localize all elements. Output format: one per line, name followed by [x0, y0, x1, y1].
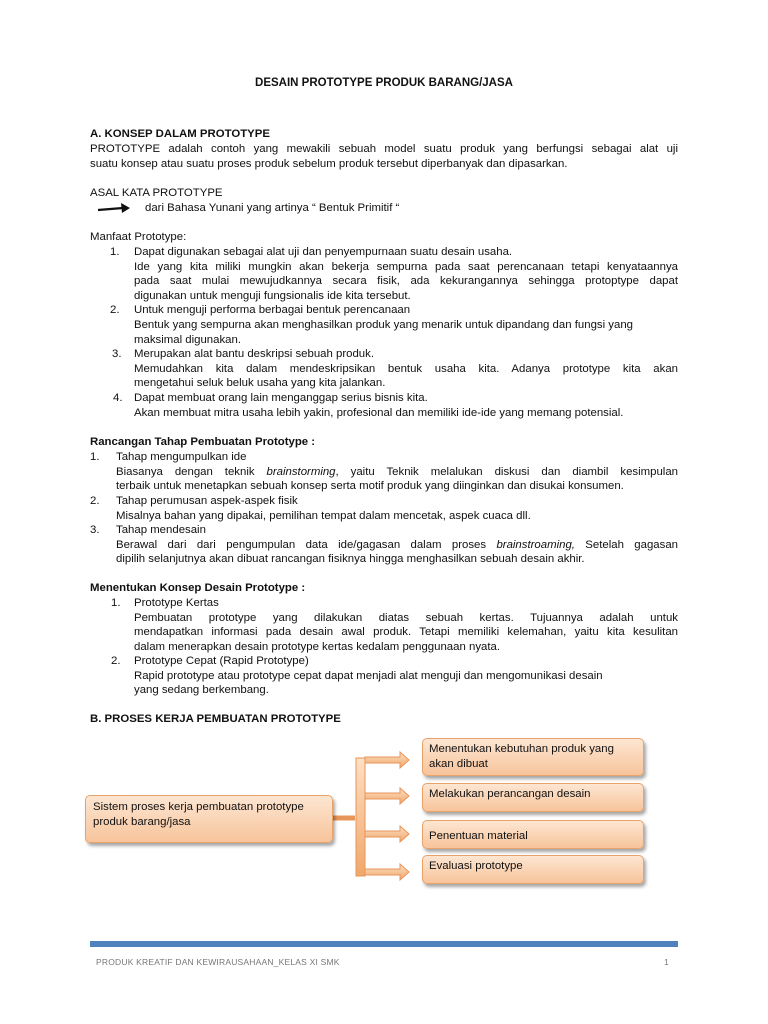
branch-arrow-3: [365, 826, 409, 842]
benefit-1-desc-2: pada saat mulai mewujudkannya secara fisik, ada kekurangannya sehingga protoptype dapat: [134, 275, 678, 287]
benefit-4-title: Dapat membuat orang lain menganggap serius bisnis kita.: [134, 392, 428, 404]
benefit-1-title: Dapat digunakan sebagai alat uji dan penyempurnaan suatu desain usaha.: [134, 246, 513, 258]
stages-heading: Rancangan Tahap Pembuatan Prototype :: [90, 436, 316, 448]
benefits-heading: Manfaat Prototype:: [90, 231, 187, 243]
definition-line-1: PROTOTYPE adalah contoh yang mewakili sebuah model suatu produk yang berfungsi sebagai alat uji: [90, 143, 678, 155]
stage-3-number: 3.: [90, 524, 100, 536]
diagram-connectors: [330, 748, 422, 888]
concept-1-title: Prototype Kertas: [134, 597, 219, 609]
stage-3-desc-2: dipilih selanjutnya akan dibuat rancangan fisiknya hingga menghasilkan sebuah desain akhir.: [116, 553, 585, 565]
origin-heading: ASAL KATA PROTOTYPE: [90, 187, 223, 199]
benefit-3-title: Merupakan alat bantu deskripsi sebuah produk.: [134, 348, 374, 360]
benefit-2-title: Untuk menguji performa berbagai bentuk perencanaan: [134, 304, 411, 316]
concept-2-title: Prototype Cepat (Rapid Prototype): [134, 655, 309, 667]
benefit-2-number: 2.: [110, 304, 120, 316]
stage-2-title: Tahap perumusan aspek-aspek fisik: [116, 495, 298, 507]
footer-text: PRODUK KREATIF DAN KEWIRAUSAHAAN_KELAS XI SMK: [96, 957, 340, 967]
concept-1-desc-1: Pembuatan prototype yang dilakukan diatas sebuah kertas. Tujuannya adalah untuk: [134, 612, 678, 624]
definition-line-2: suatu konsep atau suatu proses produk sebelum produk tersebut diperbanyak dan dipasarkan.: [90, 158, 568, 170]
concept-2-desc-1: Rapid prototype atau prototype cepat dapat menjadi alat menguji dan mengomunikasi desain: [134, 670, 603, 682]
stage-1-title: Tahap mengumpulkan ide: [116, 451, 247, 463]
concept-2-desc-2: yang sedang berkembang.: [134, 684, 269, 696]
diagram-step-1: Menentukan kebutuhan produk yang akan dibuat: [422, 738, 644, 776]
benefit-1-number: 1.: [110, 246, 120, 258]
concept-1-number: 1.: [111, 597, 121, 609]
arrow-right-icon: [97, 201, 131, 215]
stage-2-number: 2.: [90, 495, 100, 507]
benefit-2-desc-1: Bentuk yang sempurna akan menghasilkan produk yang menarik untuk dipandang dan fungsi yang: [134, 319, 633, 331]
stage-1-number: 1.: [90, 451, 100, 463]
footer-divider: [90, 941, 678, 947]
concept-1-desc-3: dalam menerapkan desain prototype kertas kedalam penggunaan nyata.: [134, 641, 501, 653]
concepts-heading: Menentukan Konsep Desain Prototype :: [90, 582, 306, 594]
diagram-root-box: Sistem proses kerja pembuatan prototype produk barang/jasa: [85, 795, 333, 843]
section-a-heading: A. KONSEP DALAM PROTOTYPE: [90, 128, 270, 140]
page-title: DESAIN PROTOTYPE PRODUK BARANG/JASA: [255, 77, 513, 89]
diagram-step-3: Penentuan material: [422, 820, 644, 849]
origin-text: dari Bahasa Yunani yang artinya “ Bentuk Primitif “: [145, 202, 400, 214]
benefit-3-desc-1: Memudahkan kita dalam mendeskripsikan bentuk usaha kita. Adanya prototype kita akan: [134, 363, 678, 375]
benefit-4-number: 4.: [113, 392, 123, 404]
benefit-1-desc-3: digunakan untuk menguji fungsionalis ide kita tersebut.: [134, 290, 411, 302]
page-number: 1: [664, 957, 669, 967]
section-b-heading: B. PROSES KERJA PEMBUATAN PROTOTYPE: [90, 713, 341, 725]
concept-1-desc-2: mendapatkan informasi pada desain awal produk. Tetapi memiliki kelemahan, yaitu kita kesulitan: [134, 626, 678, 638]
benefit-4-desc-1: Akan membuat mitra usaha lebih yakin, profesional dan memiliki ide-ide yang memang potensial.: [134, 407, 624, 419]
stage-1-desc-1: Biasanya dengan teknik brainstorming, yaitu Teknik melalukan diskusi dan diambil kesimpulan: [116, 466, 678, 478]
benefit-3-desc-2: mengetahui seluk beluk usaha yang kita jalankan.: [134, 377, 386, 389]
stage-3-desc-1: Berawal dari dari pengumpulan data ide/gagasan dalam proses brainstroaming, Setelah gagasan: [116, 539, 678, 551]
branch-arrow-4: [365, 864, 409, 880]
concept-2-number: 2.: [111, 655, 121, 667]
benefit-1-desc-1: Ide yang kita miliki mungkin akan bekerja sempurna pada saat perencanaan tetapi kenyataannya: [134, 261, 678, 273]
diagram-step-4: Evaluasi prototype: [422, 855, 644, 884]
stage-3-title: Tahap mendesain: [116, 524, 206, 536]
stage-2-desc-1: Misalnya bahan yang dipakai, pemilihan tempat dalam mencetak, aspek cuaca dll.: [116, 510, 531, 522]
stage-1-desc-2: terbaik untuk menetapkan sebuah konsep serta motif produk yang diinginkan dan disukai konsumen.: [116, 480, 624, 492]
branch-arrow-2: [365, 788, 409, 804]
diagram-step-2: Melakukan perancangan desain: [422, 783, 644, 812]
benefit-2-desc-2: maksimal digunakan.: [134, 334, 241, 346]
benefit-3-number: 3.: [112, 348, 122, 360]
branch-arrow-1: [365, 752, 409, 768]
